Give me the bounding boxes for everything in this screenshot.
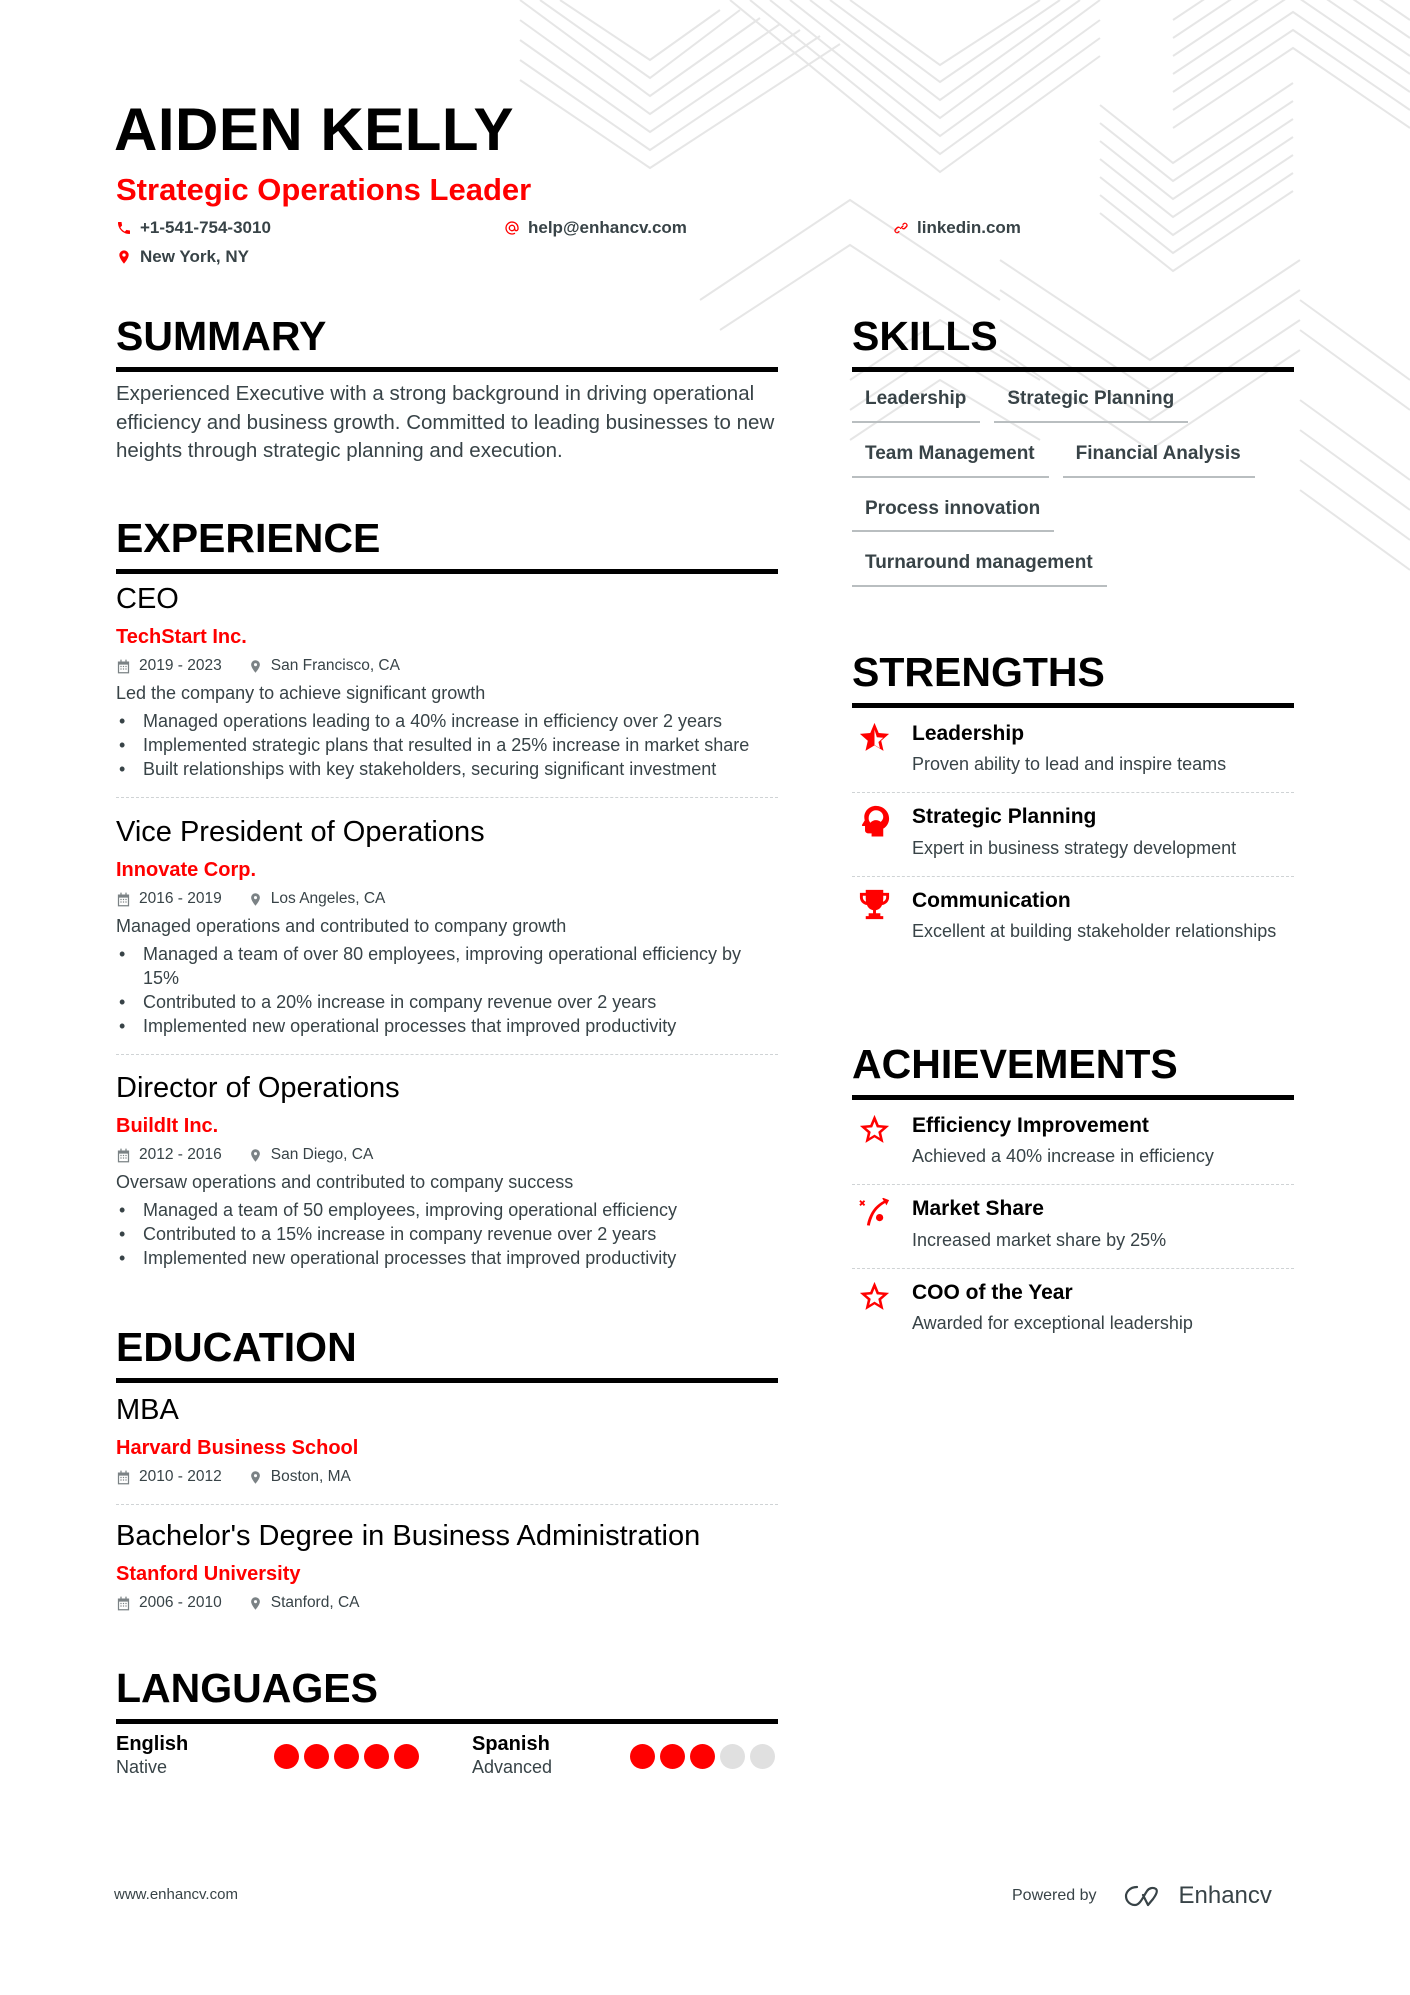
rating-dot-filled	[274, 1744, 299, 1769]
bullet-item: • Built relationships with key stakeholders, securing significant investment	[116, 757, 778, 781]
rating-dot-filled	[660, 1744, 685, 1769]
strengths-heading: STRENGTHS	[852, 652, 1294, 708]
candidate-name: AIDEN KELLY	[114, 96, 515, 163]
bullet-item: • Contributed to a 15% increase in company revenue over 2 years	[116, 1222, 778, 1246]
education-location: Boston, MA	[248, 1468, 351, 1487]
candidate-title: Strategic Operations Leader	[116, 172, 532, 207]
powered-by-label: Powered by	[1012, 1887, 1097, 1904]
map-pin-icon	[248, 1470, 263, 1485]
achievement-description: Achieved a 40% increase in efficiency	[912, 1146, 1214, 1167]
achievement-item	[852, 1269, 1294, 1351]
contact-email[interactable]	[504, 219, 687, 236]
email-text: help@enhancv.com	[528, 218, 687, 237]
map-pin-icon	[248, 1148, 263, 1163]
job-location: Los Angeles, CA	[248, 890, 386, 909]
strength-title: Communication	[912, 888, 1071, 912]
contact-location	[116, 248, 249, 265]
rating-dot-empty	[750, 1744, 775, 1769]
strength-title: Leadership	[912, 722, 1025, 745]
job-dates: 2016 - 2019	[116, 890, 222, 909]
education-heading: EDUCATION	[116, 1327, 778, 1383]
school: Harvard Business School	[116, 1436, 359, 1459]
rating-dot-filled	[394, 1744, 419, 1769]
location-text: New York, NY	[140, 247, 249, 266]
bullet-item: • Contributed to a 20% increase in company revenue over 2 years	[116, 990, 778, 1014]
achievements-list	[852, 1102, 1294, 1351]
job-company: BuildIt Inc.	[116, 1114, 219, 1137]
experience-entry	[116, 1071, 778, 1270]
language-name: English	[116, 1733, 189, 1755]
skill-tag: Turnaround management	[852, 550, 1107, 587]
achievement-item	[852, 1185, 1294, 1268]
achievements-heading: ACHIEVEMENTS	[852, 1044, 1294, 1100]
calendar-icon	[116, 1470, 131, 1485]
enhancv-logo-icon	[1123, 1883, 1169, 1909]
achievement-description: Increased market share by 25%	[912, 1229, 1167, 1250]
language-rating-english	[274, 1744, 419, 1769]
half-star-icon	[857, 720, 892, 755]
job-location: San Diego, CA	[248, 1146, 374, 1165]
achievement-title: COO of the Year	[912, 1280, 1073, 1304]
job-dates: 2019 - 2023	[116, 657, 222, 676]
calendar-icon	[116, 1596, 131, 1611]
strength-item	[852, 710, 1294, 793]
education-location: Stanford, CA	[248, 1594, 360, 1613]
skill-tag: Financial Analysis	[1063, 441, 1255, 478]
job-meta	[116, 890, 778, 909]
job-bullets	[116, 942, 778, 1038]
education-dates: 2006 - 2010	[116, 1594, 222, 1613]
map-pin-icon	[248, 659, 263, 674]
rating-dot-filled	[334, 1744, 359, 1769]
education-dates: 2010 - 2012	[116, 1468, 222, 1487]
job-company: TechStart Inc.	[116, 625, 247, 648]
achievement-description: Awarded for exceptional leadership	[912, 1312, 1193, 1333]
phone-text: +1-541-754-3010	[140, 218, 271, 237]
rating-dot-filled	[304, 1744, 329, 1769]
education-meta	[116, 1594, 778, 1613]
job-bullets	[116, 1198, 778, 1270]
bullet-item: • Managed a team of over 80 employees, improving operational efficiency by 15%	[116, 942, 778, 990]
star-outline-icon	[857, 1279, 892, 1314]
link-icon	[893, 220, 909, 236]
footer-powered-by	[1012, 1882, 1272, 1910]
job-dates: 2012 - 2016	[116, 1146, 222, 1165]
phone-icon	[116, 220, 132, 236]
education-entry	[116, 1393, 778, 1505]
summary-text: Experienced Executive with a strong background in driving operational efficiency and business growth. Committed to leading businesses to new heights through strategic planning and execution.	[116, 382, 775, 462]
achievement-item	[852, 1102, 1294, 1185]
job-title: Director of Operations	[116, 1072, 400, 1104]
language-level: Advanced	[472, 1757, 553, 1777]
footer-url[interactable]: www.enhancv.com	[114, 1886, 238, 1903]
achievement-title: Market Share	[912, 1197, 1044, 1221]
strengths-list	[852, 710, 1294, 959]
job-title: Vice President of Operations	[116, 816, 485, 848]
skills-heading: SKILLS	[852, 316, 1294, 372]
job-bullets	[116, 709, 778, 781]
contact-phone[interactable]	[116, 219, 271, 236]
degree: MBA	[116, 1394, 179, 1426]
strength-description: Proven ability to lead and inspire teams	[912, 754, 1227, 775]
strength-item	[852, 793, 1294, 876]
language-spanish	[472, 1732, 552, 1779]
job-title: CEO	[116, 583, 179, 615]
bullet-item: • Managed a team of 50 employees, improving operational efficiency	[116, 1198, 778, 1222]
head-brain-icon	[857, 803, 892, 838]
at-icon	[504, 220, 520, 236]
star-outline-icon	[857, 1112, 892, 1147]
language-name: Spanish	[472, 1733, 550, 1755]
brand-name: Enhancv	[1178, 1882, 1272, 1909]
rating-dot-filled	[630, 1744, 655, 1769]
skill-tag: Strategic Planning	[994, 386, 1188, 423]
enhancv-logo[interactable]	[1123, 1882, 1272, 1910]
job-meta	[116, 1146, 778, 1165]
bullet-item: • Implemented new operational processes that improved productivity	[116, 1014, 778, 1038]
experience-entry	[116, 815, 778, 1055]
strength-description: Expert in business strategy development	[912, 837, 1237, 858]
skill-tag: Team Management	[852, 441, 1049, 478]
summary-heading: SUMMARY	[116, 316, 778, 372]
language-level: Native	[116, 1757, 168, 1777]
school: Stanford University	[116, 1562, 301, 1585]
job-meta	[116, 657, 778, 676]
languages-heading: LANGUAGES	[116, 1668, 778, 1724]
skills-list	[852, 386, 1294, 587]
language-english	[116, 1732, 188, 1779]
job-description: Led the company to achieve significant growth	[116, 683, 486, 704]
achievement-title: Efficiency Improvement	[912, 1114, 1149, 1137]
job-location: San Francisco, CA	[248, 657, 400, 676]
map-pin-icon	[116, 249, 132, 265]
rating-dot-empty	[720, 1744, 745, 1769]
job-company: Innovate Corp.	[116, 858, 257, 881]
strength-title: Strategic Planning	[912, 805, 1097, 829]
bullet-item: • Implemented strategic plans that resulted in a 25% increase in market share	[116, 733, 778, 757]
experience-entry	[116, 582, 778, 798]
map-pin-icon	[248, 1596, 263, 1611]
linkedin-text: linkedin.com	[917, 218, 1021, 237]
calendar-icon	[116, 1148, 131, 1163]
education-entry	[116, 1519, 778, 1612]
language-rating-spanish	[630, 1744, 775, 1769]
skill-tag: Process innovation	[852, 496, 1054, 533]
calendar-icon	[116, 892, 131, 907]
map-pin-icon	[248, 892, 263, 907]
degree: Bachelor's Degree in Business Administration	[116, 1520, 701, 1552]
strength-description: Excellent at building stakeholder relationships	[912, 920, 1277, 941]
job-description: Oversaw operations and contributed to company success	[116, 1172, 574, 1193]
experience-heading: EXPERIENCE	[116, 518, 778, 574]
strategy-play-icon	[857, 1195, 892, 1230]
bullet-item: • Managed operations leading to a 40% increase in efficiency over 2 years	[116, 709, 778, 733]
rating-dot-filled	[364, 1744, 389, 1769]
rating-dot-filled	[690, 1744, 715, 1769]
contact-linkedin[interactable]	[893, 219, 1021, 236]
job-description: Managed operations and contributed to company growth	[116, 916, 567, 937]
strength-item	[852, 877, 1294, 959]
trophy-icon	[857, 887, 892, 922]
education-meta	[116, 1468, 778, 1487]
calendar-icon	[116, 659, 131, 674]
bullet-item: • Implemented new operational processes that improved productivity	[116, 1246, 778, 1270]
skill-tag: Leadership	[852, 386, 980, 423]
